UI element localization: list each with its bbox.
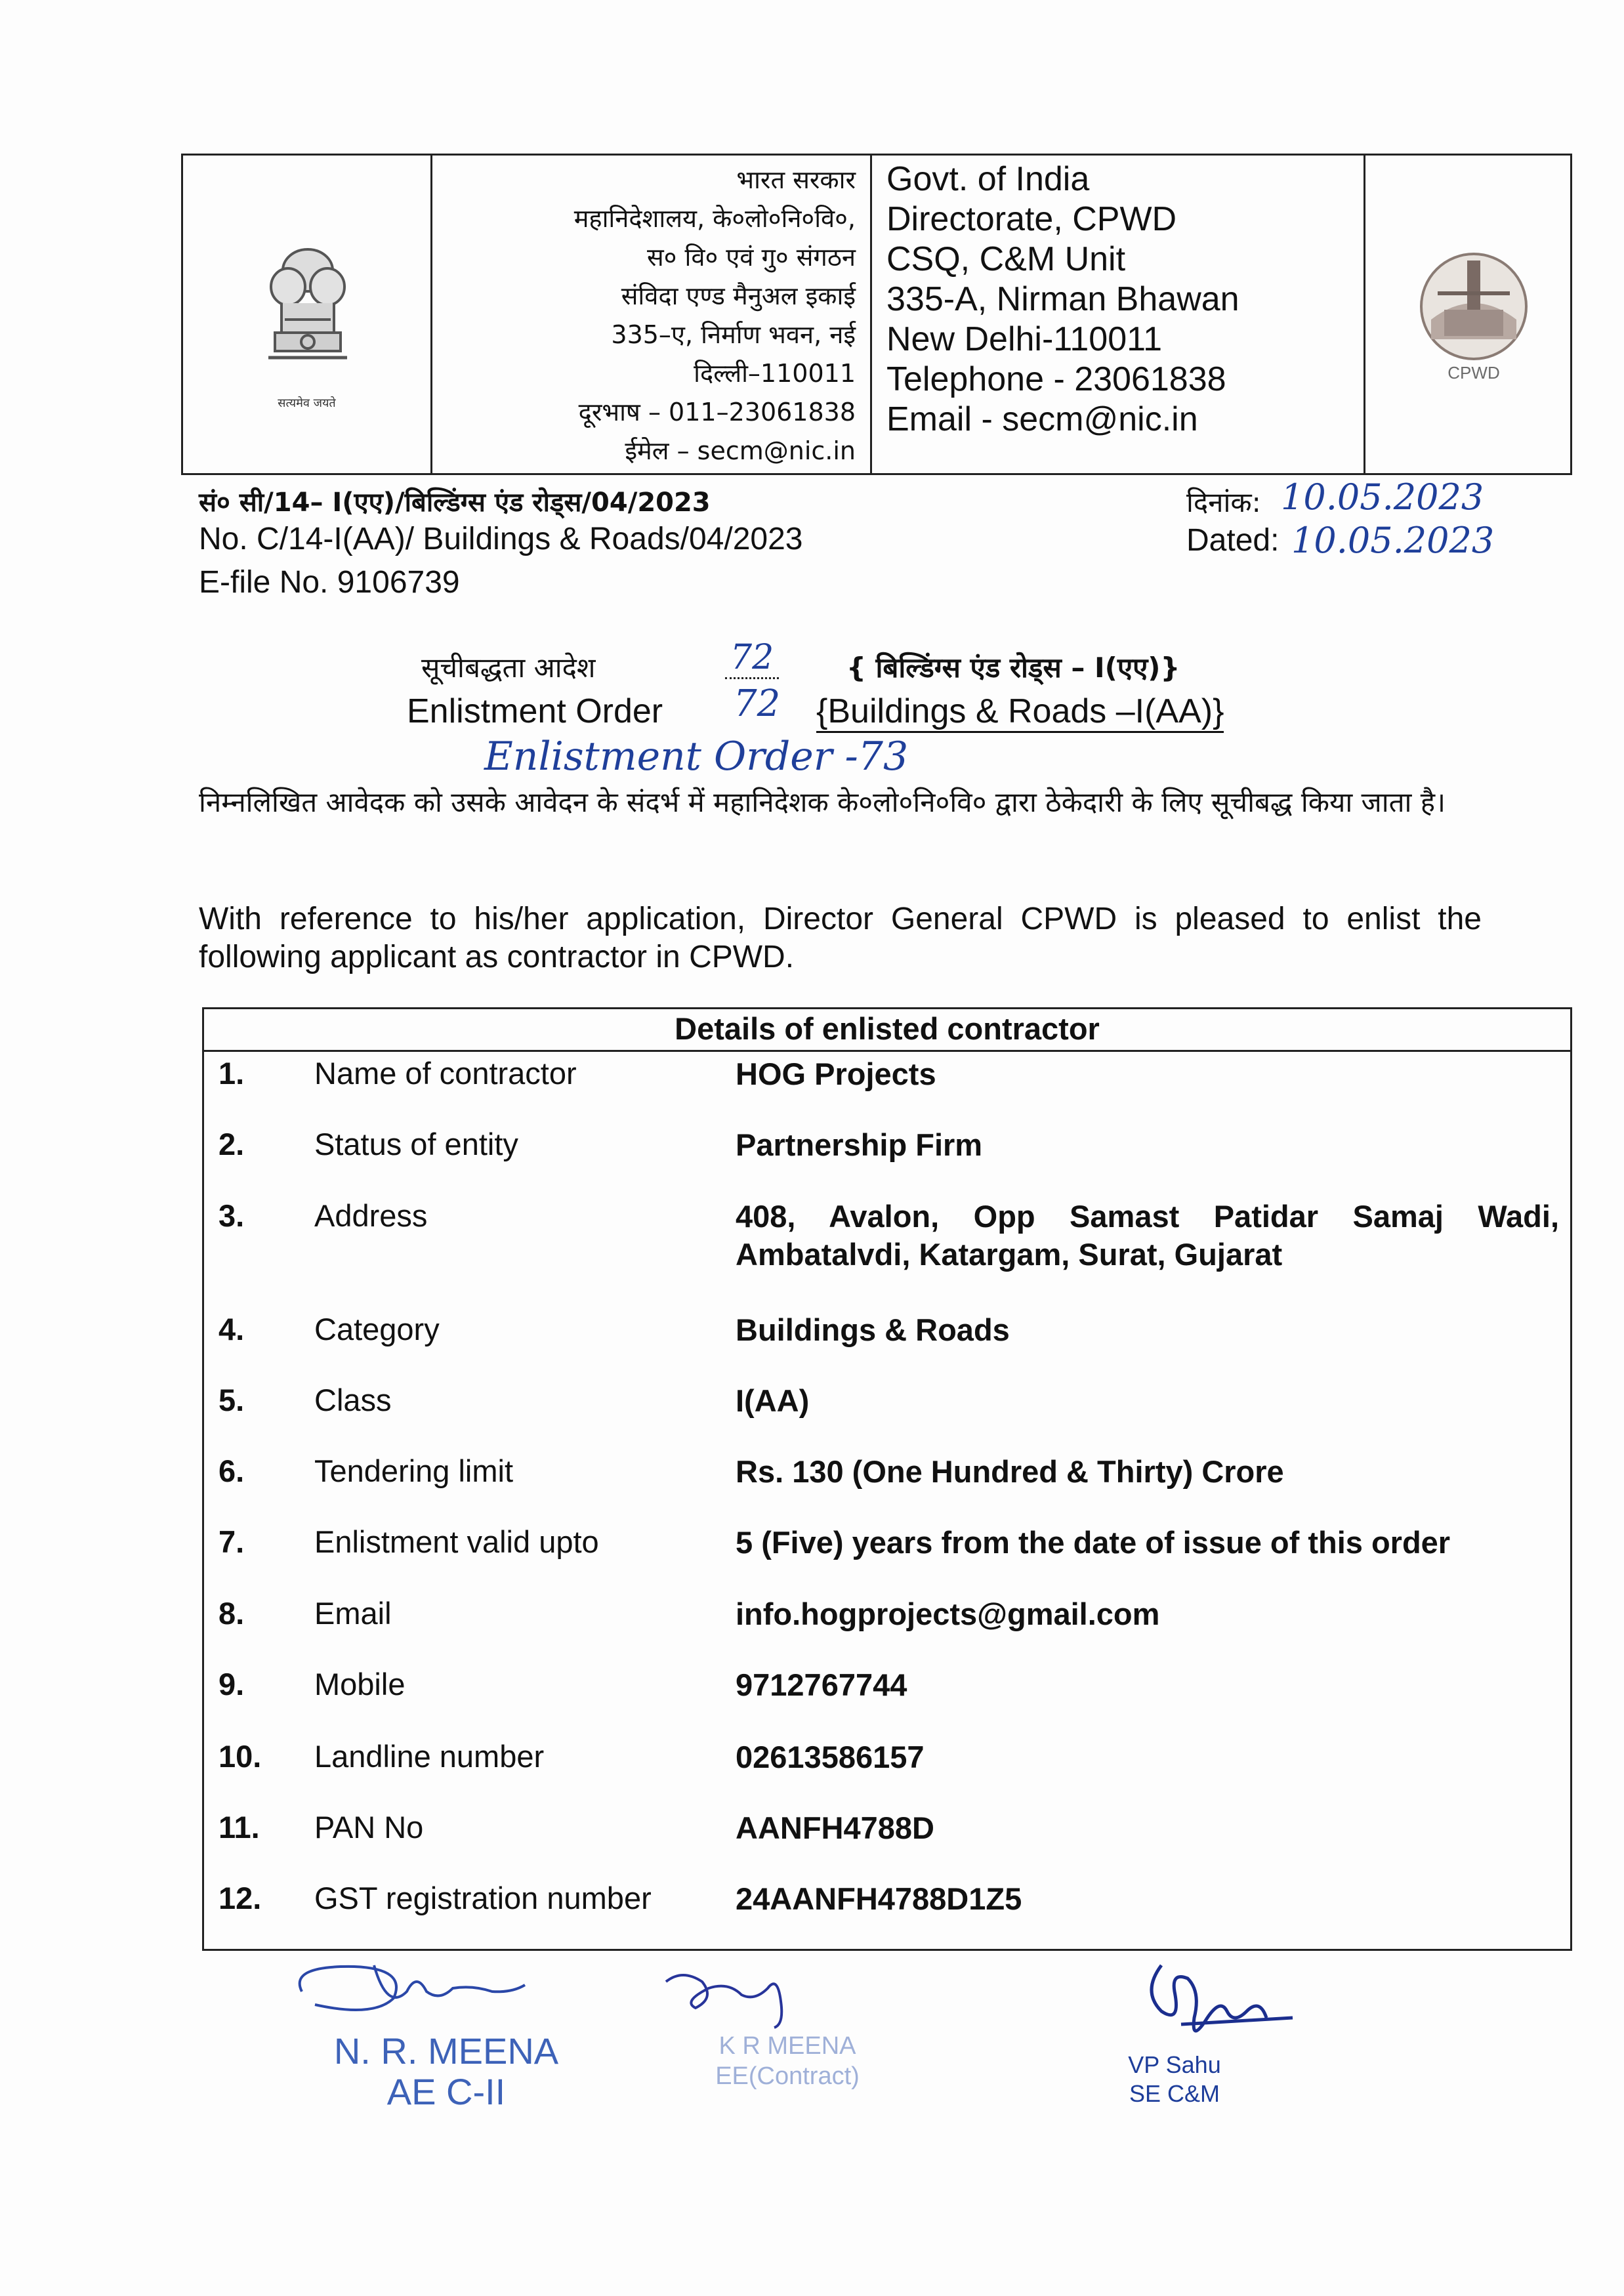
- row-value: Partnership Firm: [736, 1127, 983, 1162]
- stamp-nr-meena: [315, 2031, 577, 2112]
- stamp-vp-sahu: [1109, 2051, 1240, 2108]
- row-value: info.hogprojects@gmail.com: [736, 1597, 1160, 1631]
- row-value: Rs. 130 (One Hundred & Thirty) Crore: [736, 1454, 1284, 1489]
- handwritten-order-correction: Enlistment Order -73: [484, 734, 909, 780]
- row-label: Email: [314, 1596, 392, 1631]
- row-label: Mobile: [314, 1667, 406, 1701]
- row-label: Address: [314, 1198, 428, 1233]
- hindi-line: संविदा एण्ड मैनुअल इकाई: [621, 282, 856, 310]
- row-label: Name of contractor: [314, 1056, 577, 1091]
- hindi-line: ईमेल – secm@nic.in: [625, 436, 856, 465]
- national-emblem-icon: [255, 241, 360, 392]
- row-label: Category: [314, 1312, 440, 1346]
- row-number: 7.: [219, 1524, 245, 1559]
- hindi-date-label: दिनांक:: [1186, 486, 1261, 518]
- row-value: HOG Projects: [736, 1056, 936, 1091]
- row-label: Landline number: [314, 1739, 545, 1774]
- letterhead: [181, 154, 1572, 475]
- order-number: 72: [734, 682, 781, 725]
- row-value: 24AANFH4788D1Z5: [736, 1881, 1022, 1916]
- details-title: Details of enlisted contractor: [204, 1009, 1570, 1052]
- hindi-order-category: { बिल्डिंग्स एंड रोड्स – I(एए)}: [846, 652, 1180, 684]
- english-address: [872, 156, 1365, 473]
- row-label: Enlistment valid upto: [314, 1524, 599, 1559]
- hindi-line: स० वि० एवं गु० संगठन: [646, 243, 856, 272]
- hindi-order-number: 72: [725, 638, 779, 679]
- row-value: 9712767744: [736, 1667, 907, 1702]
- english-line: New Delhi-110011: [886, 320, 1163, 358]
- row-label: GST registration number: [314, 1881, 652, 1915]
- efile-number: E-file No. 9106739: [199, 565, 460, 600]
- english-line: CSQ, C&M Unit: [886, 240, 1126, 278]
- row-value: 02613586157: [736, 1740, 925, 1774]
- hindi-address: [432, 156, 872, 473]
- hindi-line: महानिदेशालय, के०लो०नि०वि०,: [573, 204, 856, 233]
- signatory-designation: EE(Contract): [715, 2062, 860, 2090]
- row-value: 408, Avalon, Opp Samast Patidar Samaj Wadi, Ambatalvdi, Katargam, Surat, Gujarat: [736, 1199, 1559, 1272]
- row-number: 6.: [219, 1453, 245, 1488]
- english-line: Directorate, CPWD: [886, 200, 1177, 238]
- cpwd-logo-caption: CPWD: [1447, 363, 1500, 383]
- logo-cell: [1365, 156, 1570, 473]
- row-number: 12.: [219, 1881, 262, 1915]
- hindi-line: भारत सरकार: [736, 165, 856, 194]
- hindi-date-value: 10.05.2023: [1281, 476, 1484, 518]
- row-number: 3.: [219, 1198, 245, 1233]
- hindi-paragraph: निम्नलिखित आवेदक को उसके आवेदन के संदर्भ में महानिदेशक के०लो०नि०वि० द्वारा ठेकेदारी के लिए सूचीबद्ध किया जाता है।: [199, 786, 1446, 818]
- row-value: I(AA): [736, 1383, 810, 1418]
- signatory-designation: AE C-II: [386, 2071, 506, 2112]
- english-paragraph: With reference to his/her application, Director General CPWD is pleased to enlist the following applicant as contractor in CPWD.: [199, 902, 1482, 974]
- signatory-name: K R MEENA: [718, 2032, 856, 2060]
- contractor-details-table: [202, 1007, 1572, 1951]
- hindi-order-title: सूचीबद्धता आदेश: [421, 652, 596, 684]
- english-line: Govt. of India: [886, 160, 1090, 198]
- row-number: 9.: [219, 1667, 245, 1701]
- row-label: PAN No: [314, 1810, 424, 1845]
- row-number: 10.: [219, 1739, 262, 1774]
- row-number: 1.: [219, 1056, 245, 1091]
- signatory-designation: SE C&M: [1129, 2080, 1220, 2107]
- row-number: 4.: [219, 1312, 245, 1346]
- emblem-caption: सत्यमेव जयते: [278, 396, 336, 410]
- row-value: Buildings & Roads: [736, 1312, 1010, 1347]
- hindi-line: दूरभाष – 011–23061838: [578, 398, 856, 427]
- signatory-name: VP Sahu: [1128, 2051, 1221, 2078]
- row-value: AANFH4788D: [736, 1810, 934, 1845]
- row-number: 8.: [219, 1596, 245, 1631]
- english-line: Email - secm@nic.in: [886, 400, 1198, 438]
- row-label: Class: [314, 1383, 392, 1417]
- date-value: 10.05.2023: [1291, 520, 1495, 561]
- english-line: 335-A, Nirman Bhawan: [886, 280, 1239, 318]
- row-number: 11.: [219, 1810, 260, 1845]
- reference-number: No. C/14-I(AA)/ Buildings & Roads/04/2023: [199, 522, 803, 556]
- emblem-cell: [183, 156, 432, 473]
- hindi-line: दिल्ली–110011: [694, 359, 856, 388]
- row-value: 5 (Five) years from the date of issue of this order: [736, 1525, 1451, 1560]
- hindi-reference-number: सं० सी/14– I(एए)/बिल्डिंग्स एंड रोड्स/04/2023: [199, 488, 711, 518]
- order-title: Enlistment Order: [407, 692, 663, 730]
- order-category: {Buildings & Roads –I(AA)}: [816, 692, 1224, 733]
- row-label: Status of entity: [314, 1127, 518, 1161]
- date-label: Dated:: [1186, 523, 1280, 558]
- hindi-line: 335–ए, निर्माण भवन, नई: [611, 320, 856, 349]
- signatory-name: N. R. MEENA: [333, 2030, 559, 2072]
- stamp-kr-meena: [682, 2031, 892, 2091]
- cpwd-logo-icon: [1411, 247, 1536, 385]
- signature-vp-sahu-icon: [1115, 1952, 1306, 2064]
- row-number: 2.: [219, 1127, 245, 1161]
- signature-kr-meena-icon: [656, 1962, 807, 2034]
- row-number: 5.: [219, 1383, 245, 1417]
- row-label: Tendering limit: [314, 1453, 514, 1488]
- english-line: Telephone - 23061838: [886, 360, 1226, 398]
